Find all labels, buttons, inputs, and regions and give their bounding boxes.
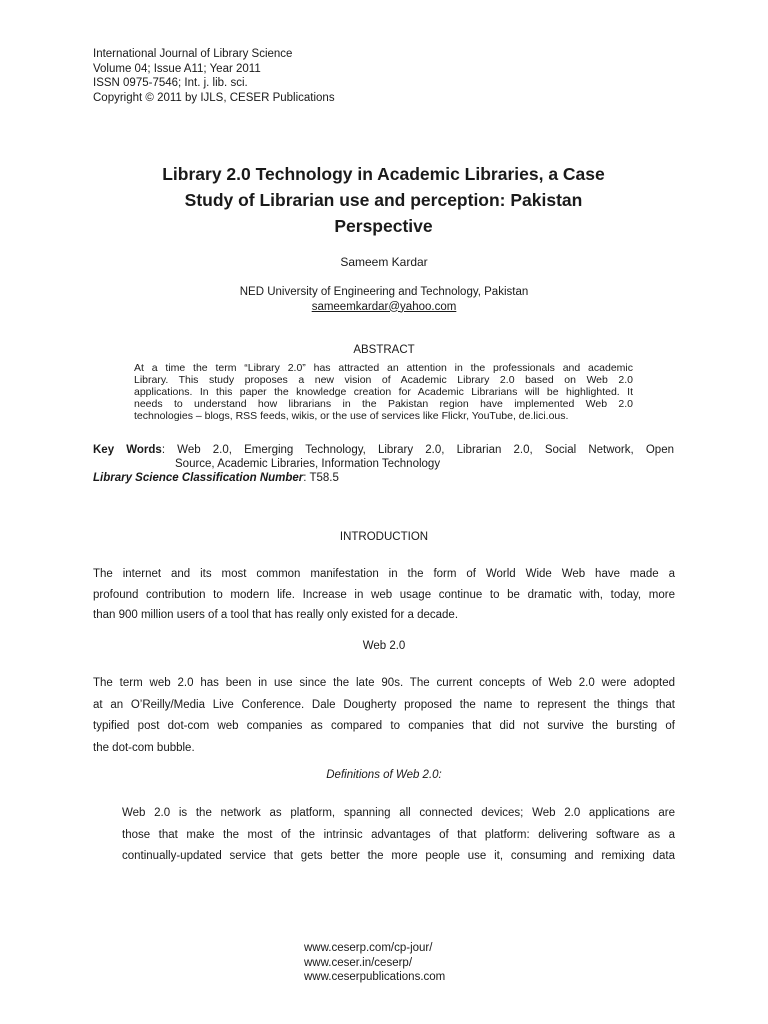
journal-header bbox=[93, 47, 335, 105]
keywords-text: : Web 2.0, Emerging Technology, Library 2.0, Librarian 2.0, Social Network, Open bbox=[161, 444, 674, 456]
abstract-body bbox=[134, 362, 633, 422]
author-email-link[interactable]: sameemkardar@yahoo.com bbox=[311, 300, 457, 313]
paragraph-line: than 900 million users of a tool that has really only existed for a decade. bbox=[93, 609, 459, 621]
paragraph-line: typified post dot-com web companies as compared to companies that did not survive the bursting of bbox=[93, 720, 675, 732]
paragraph-line: continually-updated service that gets better the more people use it, consuming and remixing data bbox=[122, 850, 675, 862]
abstract-line: needs to understand how librarians in the Pakistan region have implemented Web 2.0 bbox=[134, 398, 633, 410]
abstract-line: Library. This study proposes a new vision of Academic Library 2.0 based on Web 2.0 bbox=[134, 374, 633, 386]
keywords-line-2: Source, Academic Libraries, Information Technology bbox=[175, 458, 441, 470]
abstract-heading: ABSTRACT bbox=[353, 344, 415, 356]
title-line-1: Library 2.0 Technology in Academic Libraries, a Case bbox=[162, 164, 605, 184]
definitions-heading: Definitions of Web 2.0: bbox=[326, 769, 442, 781]
paper-title bbox=[93, 161, 674, 239]
keywords-block bbox=[93, 443, 674, 471]
abstract-line: technologies – blogs, RSS feeds, wikis, or the use of services like Flickr, YouTube, de.lici.ous. bbox=[134, 410, 569, 422]
journal-copyright: Copyright © 2011 by IJLS, CESER Publications bbox=[93, 91, 335, 104]
introduction-paragraph bbox=[93, 564, 675, 626]
title-line-2: Study of Librarian use and perception: Pakistan bbox=[184, 190, 583, 210]
footer-link-1[interactable]: www.ceserp.com/cp-jour/ bbox=[304, 942, 433, 954]
paragraph-line: the dot-com bubble. bbox=[93, 741, 195, 754]
keywords-line-1 bbox=[93, 443, 674, 457]
paragraph-line: at an O’Reilly/Media Live Conference. Dale Dougherty proposed the name to represent the things that bbox=[93, 698, 675, 711]
classification-number bbox=[93, 471, 339, 485]
paragraph-line: profound contribution to modern life. Increase in web usage continue to be dramatic with, today, more bbox=[93, 588, 675, 601]
paragraph-line: The term web 2.0 has been in use since the late 90s. The current concepts of Web 2.0 were adopted bbox=[93, 677, 675, 689]
affiliation: NED University of Engineering and Technology, Pakistan bbox=[239, 286, 529, 298]
author-name: Sameem Kardar bbox=[340, 255, 428, 269]
definitions-paragraph bbox=[122, 803, 675, 868]
web20-paragraph bbox=[93, 673, 675, 759]
publisher-footer bbox=[304, 941, 445, 985]
abstract-line: applications. In this paper the knowledge creation for Academic Librarians will be highlighted. It bbox=[134, 386, 633, 398]
paragraph-line: The internet and its most common manifestation in the form of World Wide Web have made a bbox=[93, 568, 675, 580]
classification-value: : T58.5 bbox=[303, 472, 339, 484]
title-line-3: Perspective bbox=[334, 216, 433, 236]
introduction-heading: INTRODUCTION bbox=[339, 531, 429, 543]
footer-link-3[interactable]: www.ceserpublications.com bbox=[304, 971, 446, 983]
abstract-line: At a time the term “Library 2.0” has attracted an attention in the professionals and academic bbox=[134, 362, 633, 374]
paragraph-line: those that make the most of the intrinsic advantages of that platform: delivering software as a bbox=[122, 828, 675, 841]
author-affiliation-block bbox=[0, 285, 768, 314]
classification-label: Library Science Classification Number bbox=[93, 472, 304, 484]
footer-link-2[interactable]: www.ceser.in/ceserp/ bbox=[304, 956, 413, 969]
keywords-label: Key Words bbox=[93, 444, 162, 456]
journal-issn: ISSN 0975-7546; Int. j. lib. sci. bbox=[93, 77, 248, 89]
journal-volume: Volume 04; Issue A11; Year 2011 bbox=[93, 62, 261, 75]
paragraph-line: Web 2.0 is the network as platform, spanning all connected devices; Web 2.0 applications are bbox=[122, 807, 675, 819]
web20-heading: Web 2.0 bbox=[362, 640, 406, 652]
journal-name: International Journal of Library Science bbox=[93, 48, 293, 60]
